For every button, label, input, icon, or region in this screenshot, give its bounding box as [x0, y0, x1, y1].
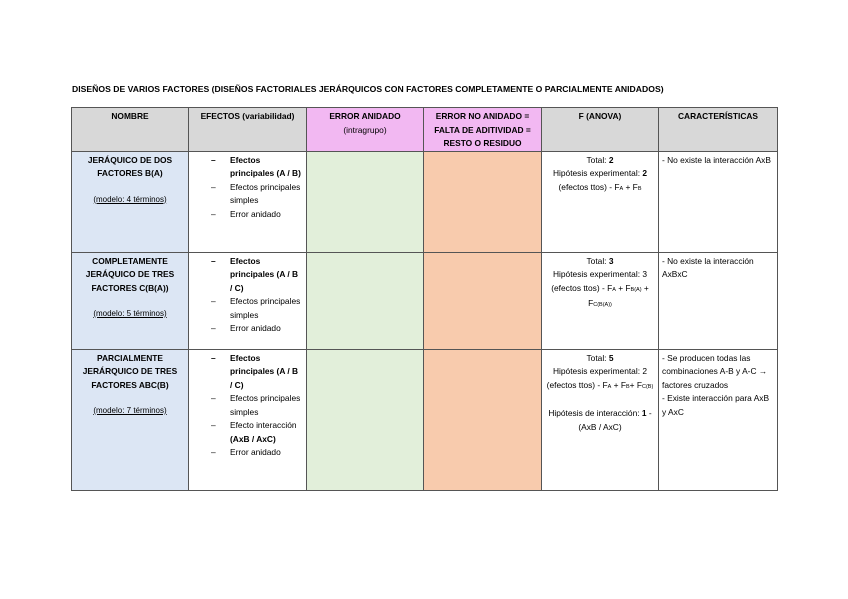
- f-plus: + F: [615, 282, 631, 293]
- error-no-anidado-cell: [424, 252, 542, 349]
- effect-item-text: Efecto interacción: [230, 420, 297, 430]
- f-anova-cell: [542, 151, 659, 252]
- f-subscript: C(B(A)): [593, 302, 612, 308]
- f-total-label: Total:: [586, 154, 609, 165]
- f-total-value: 2: [608, 154, 614, 165]
- f-hip-detail: (efectos ttos) - F: [558, 181, 620, 192]
- f-hip-value: 2: [642, 168, 648, 178]
- design-name-cell: [72, 151, 189, 252]
- effect-item: – Error anidado: [192, 208, 303, 222]
- design-model: (modelo: 5 términos): [93, 309, 167, 318]
- error-anidado-cell: [307, 252, 424, 349]
- effect-item: – Efectos principales simples: [192, 181, 303, 208]
- f-total-value: 5: [608, 352, 614, 363]
- feature-item: - Existe interacción para AxB y AxC: [662, 393, 770, 417]
- feature-item: - Se producen todas las combinaciones A-B y A-C → factores cruzados: [662, 352, 768, 390]
- f-total-value: 3: [608, 255, 614, 266]
- f-anova-cell: [542, 252, 659, 349]
- header-f-anova: F (ANOVA): [542, 108, 659, 152]
- f-subscript: A: [612, 286, 616, 293]
- f-subscript: A: [619, 185, 624, 192]
- f-plus: + F: [611, 379, 626, 390]
- header-error-anidado: [307, 108, 424, 152]
- design-name: COMPLETAMENTE JERÁQUICO DE TRES FACTORES C(B(A)): [85, 255, 175, 293]
- table-row: [72, 252, 778, 349]
- header-error-anidado-line2: (intragrupo): [343, 124, 387, 135]
- document-title: DISEÑOS DE VARIOS FACTORES (DISEÑOS FACTORIALES JERÁRQUICOS CON FACTORES COMPLETAMENTE O PARCIALMENTE ANIDADOS): [72, 84, 664, 94]
- feature-item: - No existe la interacción AxB: [662, 154, 771, 165]
- feature-item: - No existe la interacción AxBxC: [662, 255, 754, 279]
- effect-item-extra: (AxB / AxC): [230, 433, 276, 444]
- f-plus: + F: [623, 181, 638, 192]
- f-subscript: A: [607, 383, 612, 390]
- header-error-anidado-line1: ERROR ANIDADO: [329, 111, 401, 121]
- f-inter-detail: - (AxB / AxC): [578, 408, 652, 432]
- design-name-cell: [72, 349, 189, 490]
- f-hip-text: Hipótesis experimental: 3 (efectos ttos) - F: [551, 269, 648, 293]
- f-subscript: C(B): [642, 383, 654, 390]
- designs-table: [71, 107, 778, 491]
- error-no-anidado-cell: [424, 349, 542, 490]
- effect-item: – Efectos principales (A / B / C): [192, 255, 303, 296]
- header-row: [72, 108, 778, 152]
- features-cell: [659, 252, 778, 349]
- f-subscript: B: [625, 383, 630, 390]
- f-inter-value: 1: [641, 408, 647, 418]
- effects-cell: [189, 349, 307, 490]
- effects-cell: [189, 252, 307, 349]
- design-model: (modelo: 7 términos): [93, 406, 167, 415]
- f-hip-label: Hipótesis experimental:: [552, 168, 643, 178]
- effect-item: – Efectos principales (A / B / C): [192, 352, 303, 393]
- design-model: (modelo: 4 términos): [93, 194, 167, 204]
- design-name: JERÁQUICO DE DOS FACTORES B(A): [87, 154, 173, 178]
- effect-item: – Efectos principales (A / B): [192, 154, 303, 181]
- f-total-label: Total:: [586, 352, 609, 363]
- f-total-label: Total:: [586, 255, 609, 266]
- f-plus: + F: [629, 379, 642, 390]
- table-row: [72, 151, 778, 252]
- header-caracteristicas: CARACTERÍSTICAS: [659, 108, 778, 152]
- f-subscript: B: [637, 185, 642, 192]
- header-efectos: EFECTOS (variabilidad): [189, 108, 307, 152]
- features-cell: [659, 151, 778, 252]
- effect-item: – Error anidado: [192, 322, 303, 336]
- f-inter-label: Hipótesis de interacción:: [548, 408, 642, 418]
- effect-item: [192, 419, 303, 446]
- f-anova-cell: [542, 349, 659, 490]
- f-subscript: B(A): [630, 286, 642, 293]
- header-error-no-anidado: ERROR NO ANIDADO = FALTA DE ADITIVIDAD = RESTO O RESIDUO: [424, 108, 542, 152]
- error-anidado-cell: [307, 349, 424, 490]
- features-cell: [659, 349, 778, 490]
- design-name: PARCIALMENTE JERÁRQUICO DE TRES FACTORES ABC(B): [82, 352, 178, 390]
- design-name-cell: [72, 252, 189, 349]
- f-hip-text: Hipótesis experimental: 2 (efectos ttos) - F: [546, 366, 648, 390]
- f-plus: + F: [588, 282, 649, 308]
- error-no-anidado-cell: [424, 151, 542, 252]
- table-row: [72, 349, 778, 490]
- effect-item: – Error anidado: [192, 446, 303, 460]
- effects-cell: [189, 151, 307, 252]
- effect-item: – Efectos principales simples: [192, 392, 303, 419]
- error-anidado-cell: [307, 151, 424, 252]
- header-nombre: NOMBRE: [72, 108, 189, 152]
- effect-item: – Efectos principales simples: [192, 295, 303, 322]
